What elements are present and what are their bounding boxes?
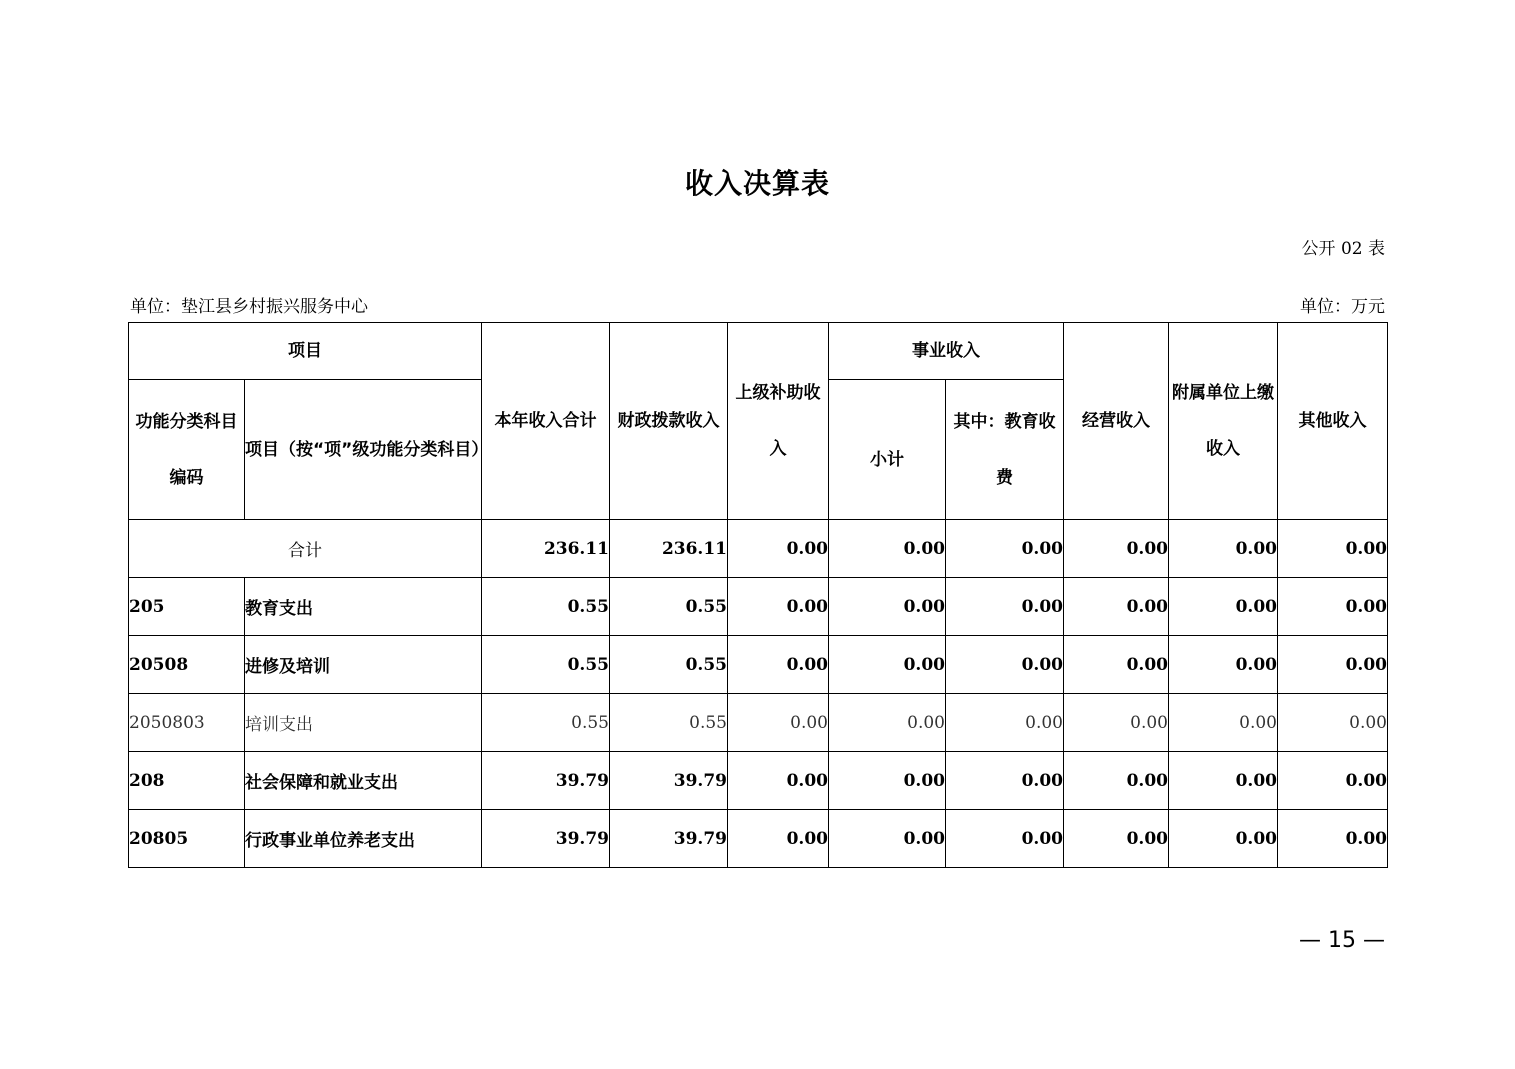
table-row [129,636,1388,694]
amount-cell: 0.00 [946,810,1064,868]
income-table [128,322,1388,868]
amount-cell: 0.55 [482,578,610,636]
project-name: 教育支出 [245,578,482,636]
total-cell: 0.00 [829,520,946,578]
project-name: 社会保障和就业支出 [245,752,482,810]
header-education-fee: 其中：教育收费 [946,380,1064,520]
table-row [129,694,1388,752]
amount-cell: 0.00 [1169,578,1278,636]
total-cell: 0.00 [1064,520,1169,578]
amount-cell: 0.55 [610,694,728,752]
header-operating-income: 经营收入 [1064,323,1169,520]
amount-cell: 0.00 [1278,578,1388,636]
amount-cell: 0.00 [1278,694,1388,752]
total-cell: 236.11 [482,520,610,578]
total-cell: 0.00 [1169,520,1278,578]
header-project-name: 项目（按“项”级功能分类科目） [245,380,482,520]
currency-unit: 单位：万元 [1300,297,1385,317]
page-title: 收入决算表 [684,167,830,200]
total-row [129,520,1388,578]
amount-cell: 0.00 [1278,636,1388,694]
header-affiliated-income: 附属单位上缴收入 [1169,323,1278,520]
total-cell: 236.11 [610,520,728,578]
amount-cell: 0.55 [482,694,610,752]
page-number: — 15 — [1299,928,1385,953]
amount-cell: 0.00 [829,810,946,868]
header-fiscal-income: 财政拨款收入 [610,323,728,520]
amount-cell: 0.00 [728,636,829,694]
amount-cell: 0.00 [829,636,946,694]
amount-cell: 0.00 [1278,810,1388,868]
header-project: 项目 [129,323,482,380]
amount-cell: 0.00 [728,578,829,636]
project-name: 培训支出 [245,694,482,752]
table-row [129,810,1388,868]
amount-cell: 0.00 [946,752,1064,810]
header-function-code: 功能分类科目编码 [129,380,245,520]
amount-cell: 0.00 [728,752,829,810]
amount-cell: 0.00 [829,694,946,752]
total-label: 合计 [129,520,482,578]
amount-cell: 0.00 [1064,810,1169,868]
amount-cell: 0.00 [946,694,1064,752]
project-name: 行政事业单位养老支出 [245,810,482,868]
header-total-income: 本年收入合计 [482,323,610,520]
project-name: 进修及培训 [245,636,482,694]
function-code: 20805 [129,810,245,868]
header-subtotal: 小计 [829,380,946,520]
amount-cell: 0.00 [946,636,1064,694]
amount-cell: 0.00 [829,752,946,810]
header-superior-subsidy: 上级补助收入 [728,323,829,520]
header-other-income: 其他收入 [1278,323,1388,520]
amount-cell: 0.00 [1064,694,1169,752]
amount-cell: 0.00 [1064,578,1169,636]
amount-cell: 0.55 [610,578,728,636]
function-code: 205 [129,578,245,636]
amount-cell: 0.00 [1169,810,1278,868]
function-code: 20508 [129,636,245,694]
amount-cell: 0.00 [1169,636,1278,694]
amount-cell: 0.00 [1064,636,1169,694]
amount-cell: 39.79 [482,810,610,868]
function-code: 2050803 [129,694,245,752]
amount-cell: 0.00 [1278,752,1388,810]
function-code: 208 [129,752,245,810]
organization-unit: 单位：垫江县乡村振兴服务中心 [130,297,368,317]
total-cell: 0.00 [728,520,829,578]
amount-cell: 0.00 [1169,752,1278,810]
amount-cell: 0.55 [482,636,610,694]
amount-cell: 0.00 [946,578,1064,636]
amount-cell: 0.00 [1169,694,1278,752]
amount-cell: 0.00 [728,694,829,752]
total-cell: 0.00 [1278,520,1388,578]
amount-cell: 0.00 [1064,752,1169,810]
amount-cell: 39.79 [482,752,610,810]
amount-cell: 0.00 [728,810,829,868]
amount-cell: 39.79 [610,752,728,810]
amount-cell: 0.55 [610,636,728,694]
amount-cell: 39.79 [610,810,728,868]
total-cell: 0.00 [946,520,1064,578]
table-row [129,752,1388,810]
table-row [129,578,1388,636]
header-business-income: 事业收入 [829,323,1064,380]
form-number: 公开 02 表 [1301,239,1385,259]
amount-cell: 0.00 [829,578,946,636]
